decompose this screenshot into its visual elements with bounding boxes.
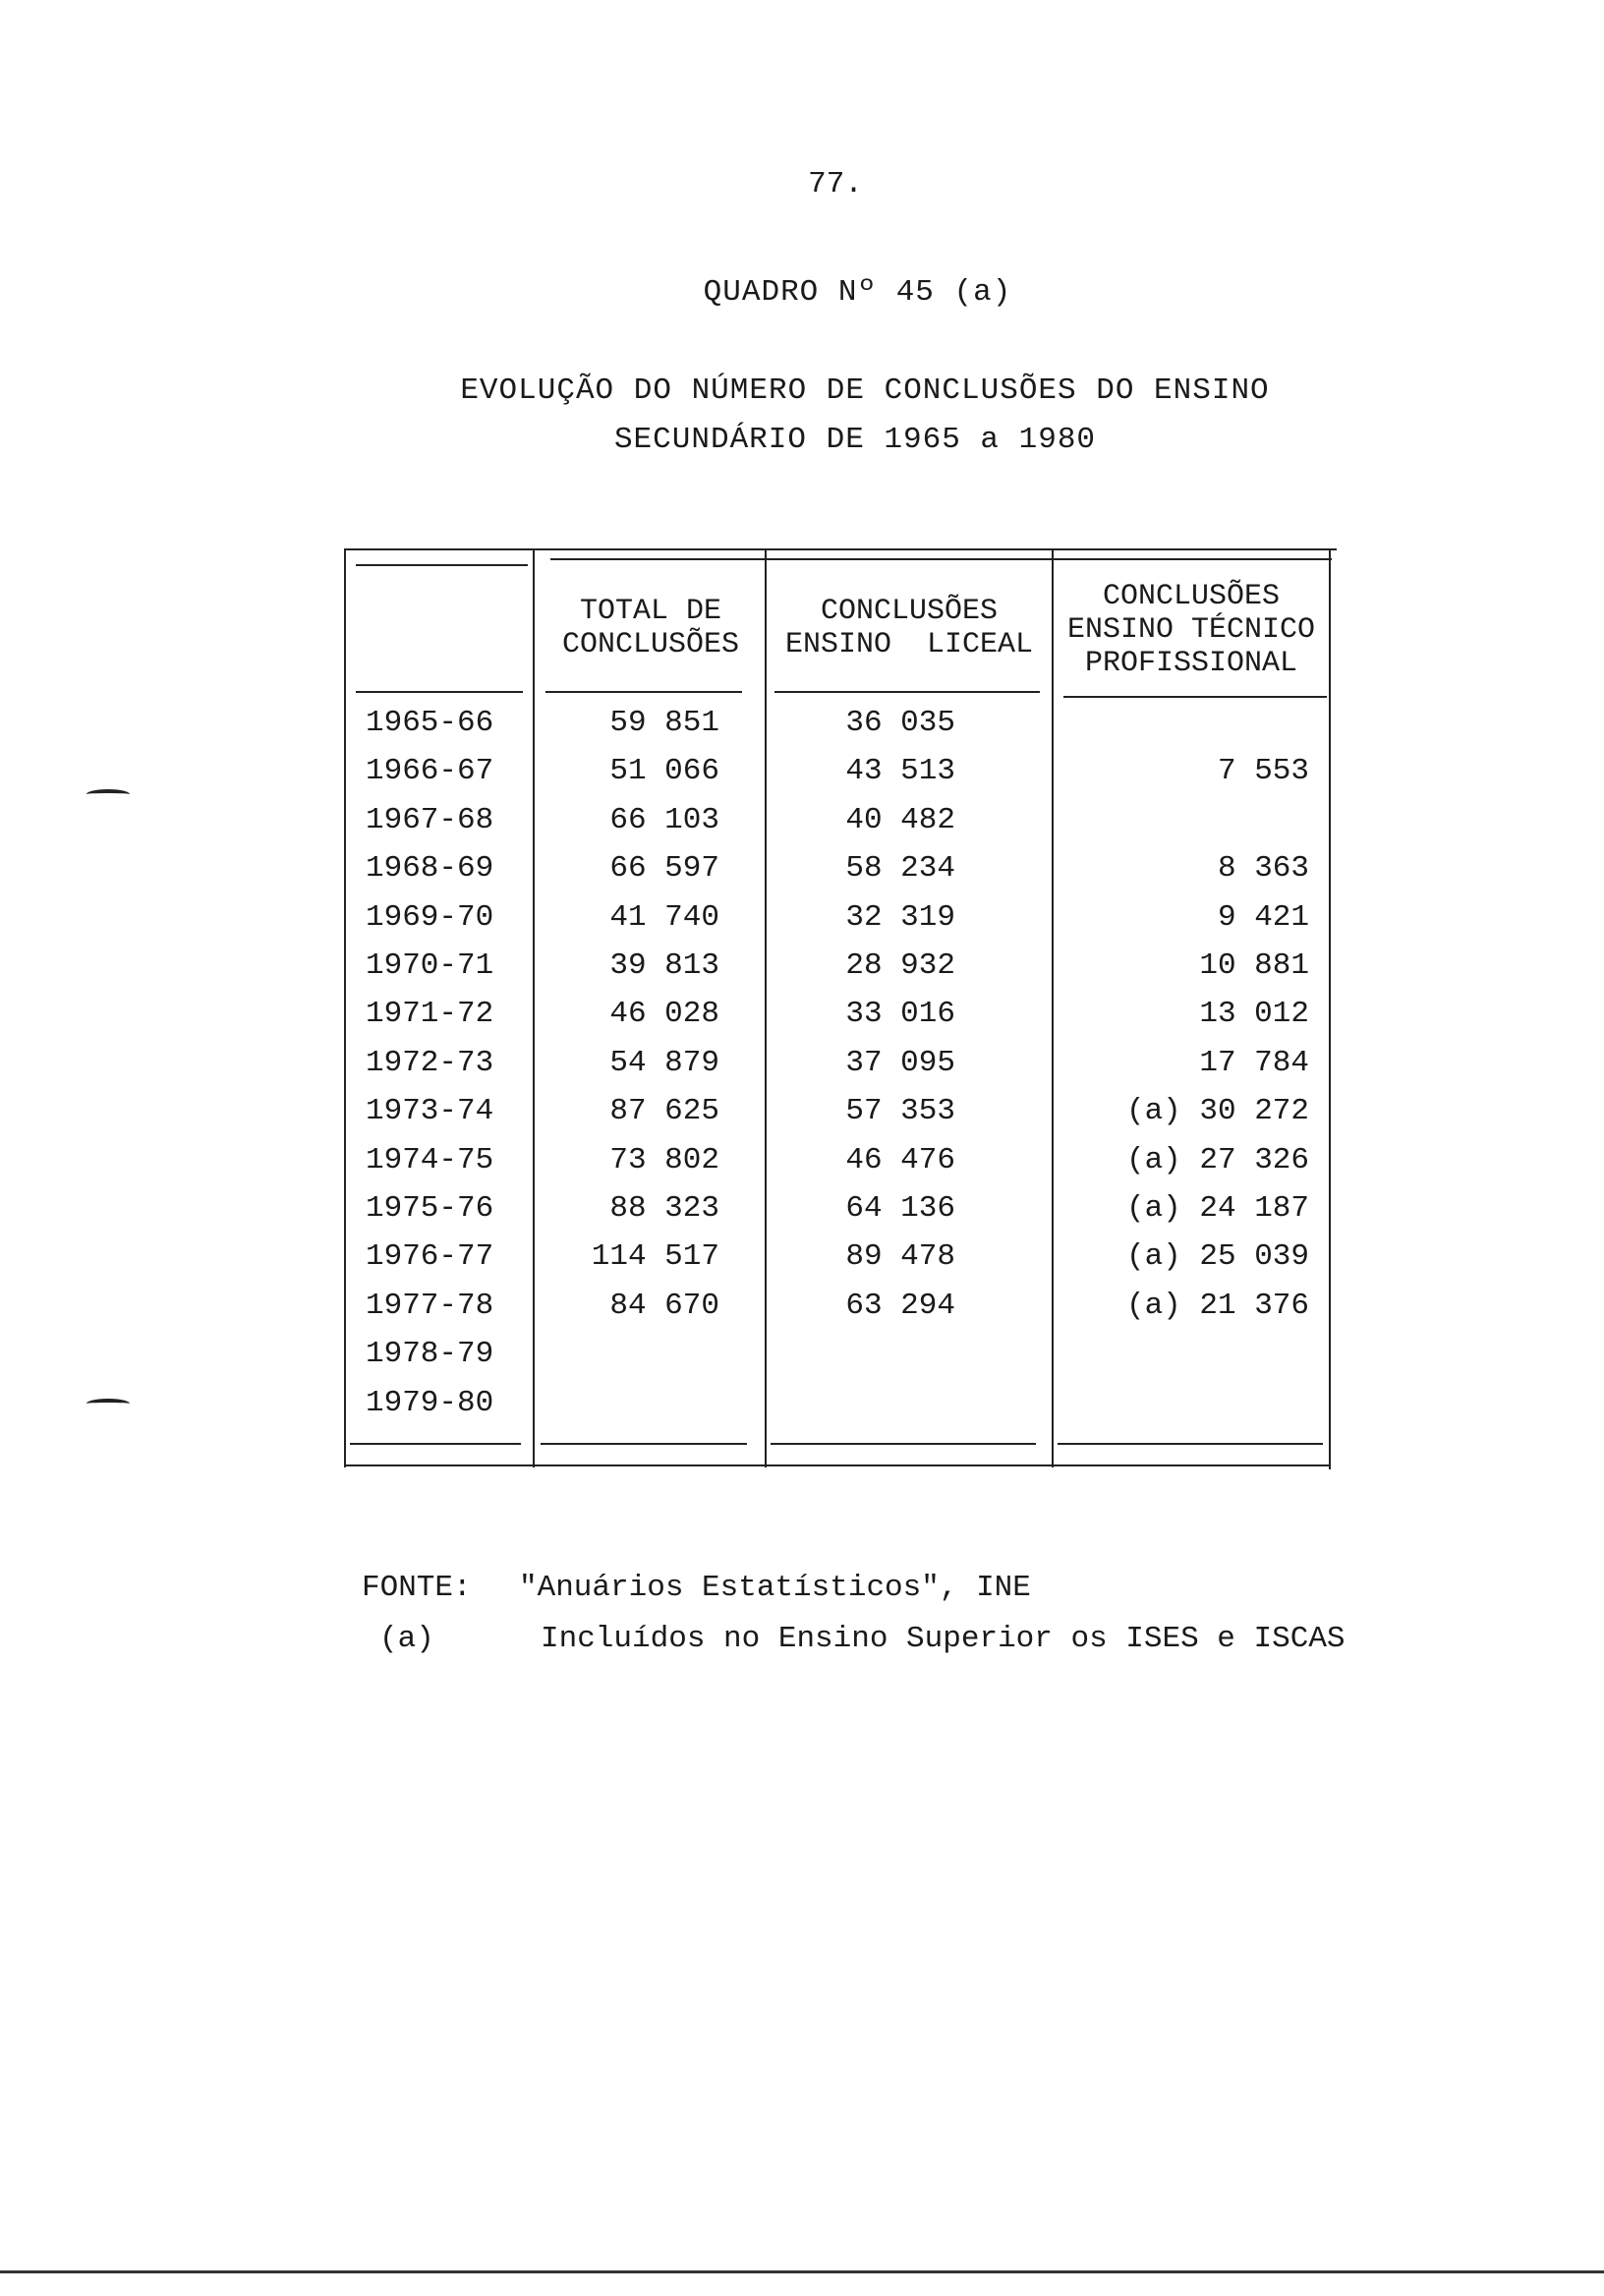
table-number: QUADRO Nº 45 (a): [703, 275, 1012, 310]
header-rule: [545, 691, 742, 693]
bottom-inner-rule: [1058, 1443, 1323, 1445]
row-tecnico: 7 553: [1217, 754, 1309, 788]
header-rule: [774, 691, 1040, 693]
header-tecnico: [1054, 580, 1329, 680]
row-liceal: 36 035: [845, 706, 955, 740]
table-left-border: [344, 548, 346, 1467]
row-year: 1969-70: [366, 900, 494, 935]
row-year: 1973-74: [366, 1094, 494, 1128]
row-year: 1970-71: [366, 948, 494, 983]
column-divider: [533, 548, 535, 1467]
row-tecnico: (a) 21 376: [1125, 1289, 1309, 1323]
table-top-rule: [344, 548, 1337, 550]
row-liceal: 57 353: [845, 1094, 955, 1128]
row-total: 114 517: [591, 1239, 719, 1274]
header-rule: [356, 691, 523, 693]
row-total: 39 813: [609, 948, 719, 983]
header-total-line-1: TOTAL DE: [579, 595, 722, 628]
row-total: 66 103: [609, 803, 719, 837]
row-total: 84 670: [609, 1289, 719, 1323]
row-tecnico: (a) 30 272: [1125, 1094, 1309, 1128]
row-liceal: 46 476: [845, 1143, 955, 1177]
row-total: 66 597: [609, 851, 719, 886]
table-title-line-1: EVOLUÇÃO DO NÚMERO DE CONCLUSÕES DO ENSINO: [460, 373, 1270, 408]
row-year: 1972-73: [366, 1046, 494, 1080]
row-tecnico: 10 881: [1199, 948, 1309, 983]
row-year: 1978-79: [366, 1337, 494, 1371]
row-liceal: 33 016: [845, 997, 955, 1031]
header-tecnico-line-1: CONCLUSÕES: [1102, 580, 1281, 613]
row-liceal: 40 482: [845, 803, 955, 837]
header-tecnico-line-2: ENSINO TÉCNICO: [1066, 613, 1316, 647]
row-total: 46 028: [609, 997, 719, 1031]
row-total: 59 851: [609, 706, 719, 740]
row-liceal: 32 319: [845, 900, 955, 935]
row-liceal: 37 095: [845, 1046, 955, 1080]
row-liceal: 43 513: [845, 754, 955, 788]
bottom-inner-rule: [541, 1443, 747, 1445]
row-tecnico: 9 421: [1217, 900, 1309, 935]
column-divider: [765, 550, 767, 1467]
margin-mark: [86, 1399, 130, 1408]
header-liceal: [769, 595, 1050, 661]
row-total: 88 323: [609, 1191, 719, 1226]
row-total: 87 625: [609, 1094, 719, 1128]
table-right-border: [1329, 550, 1331, 1469]
header-rule: [1063, 696, 1327, 698]
header-liceal-line-1: CONCLUSÕES: [820, 595, 999, 628]
row-tecnico: 13 012: [1199, 997, 1309, 1031]
bottom-inner-rule: [350, 1443, 521, 1445]
row-tecnico: (a) 24 187: [1125, 1191, 1309, 1226]
bottom-inner-rule: [771, 1443, 1036, 1445]
row-year: 1971-72: [366, 997, 494, 1031]
row-tecnico: (a) 27 326: [1125, 1143, 1309, 1177]
row-total: 51 066: [609, 754, 719, 788]
row-total: 54 879: [609, 1046, 719, 1080]
header-tecnico-line-3: PROFISSIONAL: [1084, 647, 1298, 680]
footnote-text: Incluídos no Ensino Superior os ISES e ISCAS: [541, 1622, 1346, 1656]
header-liceal-line-2: ENSINO LICEAL: [784, 628, 1034, 661]
row-tecnico: 8 363: [1217, 851, 1309, 886]
row-total: 41 740: [609, 900, 719, 935]
page-number: 77.: [808, 167, 863, 201]
row-year: 1974-75: [366, 1143, 494, 1177]
row-year: 1977-78: [366, 1289, 494, 1323]
row-year: 1979-80: [366, 1386, 494, 1420]
row-year: 1966-67: [366, 754, 494, 788]
table-top-rule-inner: [356, 564, 528, 566]
row-year: 1965-66: [366, 706, 494, 740]
row-year: 1975-76: [366, 1191, 494, 1226]
table-top-rule-inner: [550, 558, 1332, 560]
page-bottom-rule: [0, 2270, 1604, 2273]
row-year: 1968-69: [366, 851, 494, 886]
footnote-label: (a): [379, 1622, 434, 1656]
row-liceal: 64 136: [845, 1191, 955, 1226]
row-tecnico: 17 784: [1199, 1046, 1309, 1080]
row-liceal: 28 932: [845, 948, 955, 983]
table-bottom-rule: [344, 1464, 1331, 1466]
row-liceal: 58 234: [845, 851, 955, 886]
source-text: "Anuários Estatísticos", INE: [519, 1571, 1031, 1605]
row-liceal: 63 294: [845, 1289, 955, 1323]
row-year: 1976-77: [366, 1239, 494, 1274]
column-divider: [1052, 550, 1054, 1467]
row-liceal: 89 478: [845, 1239, 955, 1274]
margin-mark: [86, 789, 130, 799]
table-title-line-2: SECUNDÁRIO DE 1965 a 1980: [613, 423, 1097, 457]
header-total-line-2: CONCLUSÕES: [561, 628, 740, 661]
row-year: 1967-68: [366, 803, 494, 837]
row-total: 73 802: [609, 1143, 719, 1177]
header-total: [539, 595, 763, 661]
row-tecnico: (a) 25 039: [1125, 1239, 1309, 1274]
source-label: FONTE:: [362, 1571, 472, 1605]
